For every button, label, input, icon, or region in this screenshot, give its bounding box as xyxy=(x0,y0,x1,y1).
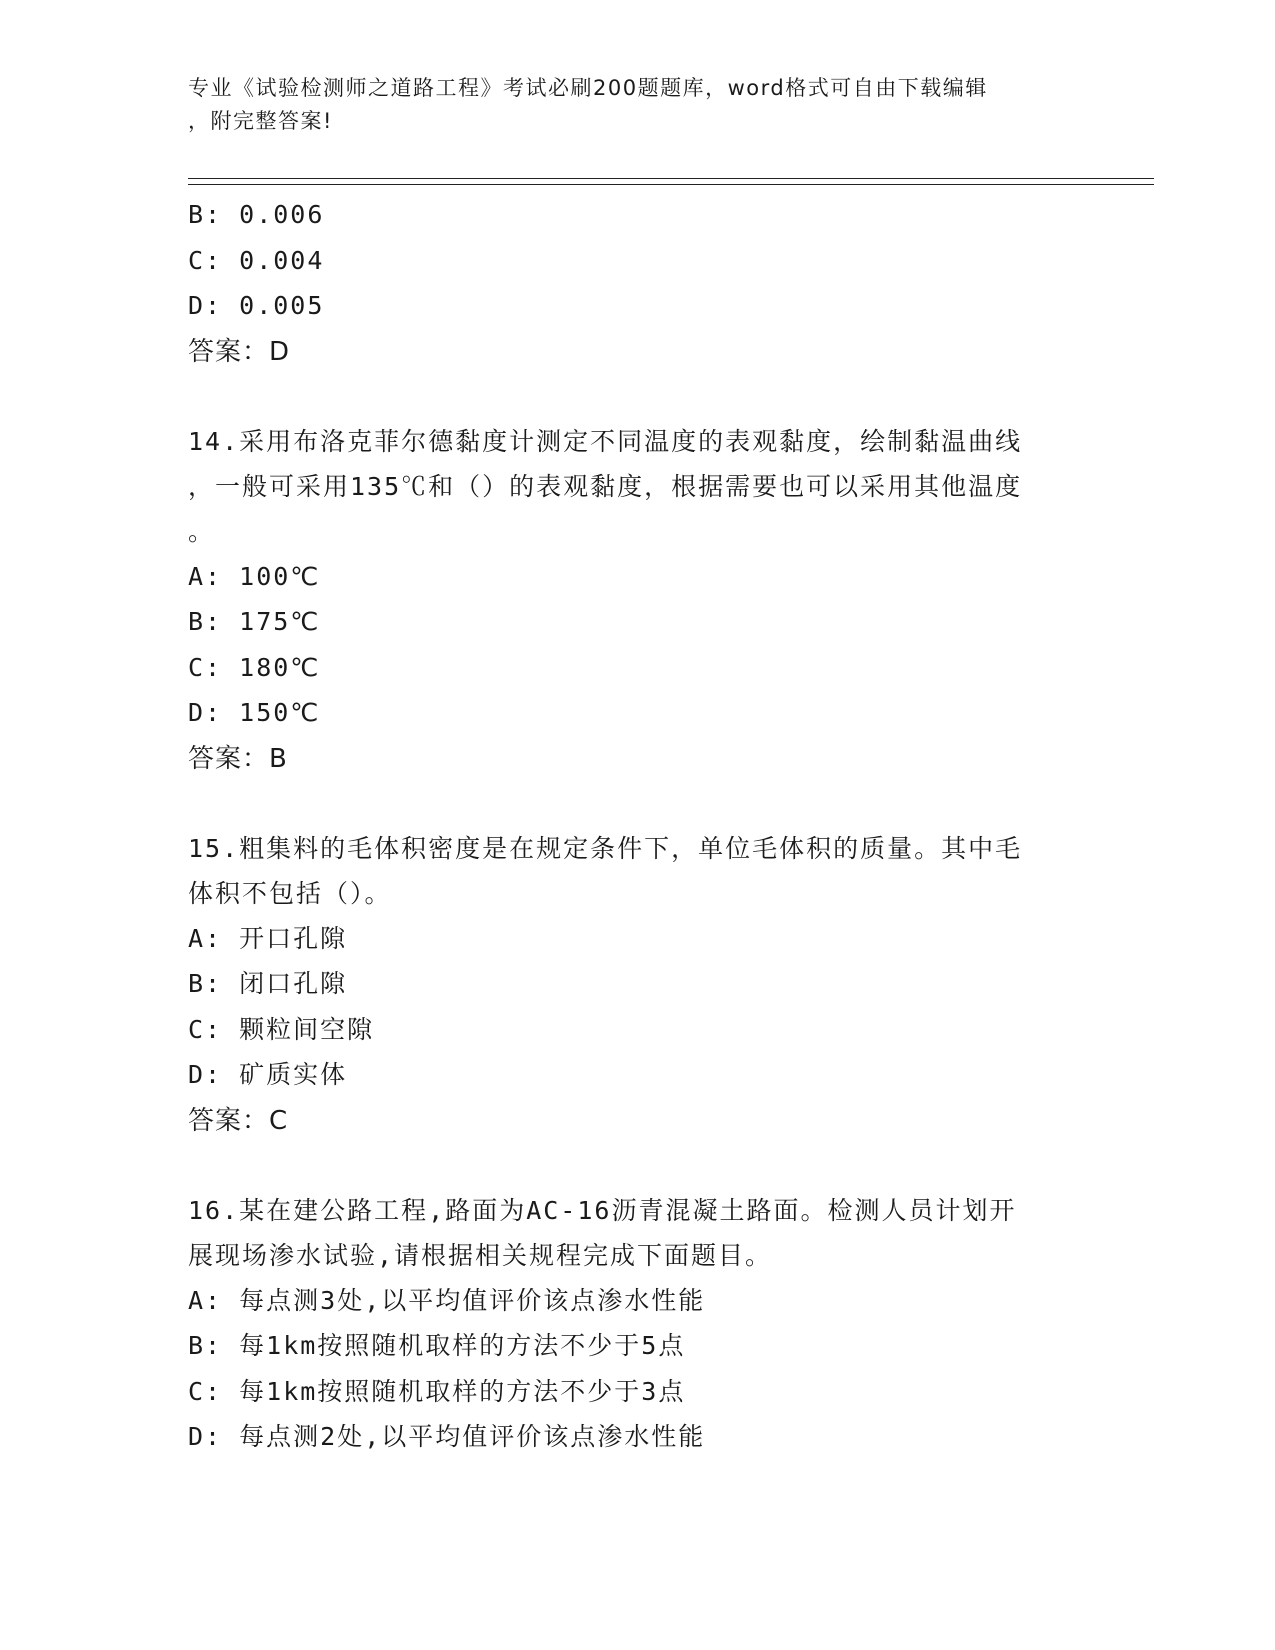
question-stem-line: 16.某在建公路工程,路面为AC-16沥青混凝土路面。检测人员计划开 xyxy=(188,1195,1017,1225)
option-d: D: 0.005 xyxy=(188,291,325,320)
option-a: A: 每点测3处,以平均值评价该点渗水性能 xyxy=(188,1285,706,1315)
option-d: D: 矿质实体 xyxy=(188,1060,348,1089)
question-stem-line: 15.粗集料的毛体积密度是在规定条件下，单位毛体积的质量。其中毛 xyxy=(188,833,1023,863)
option-d: D: 每点测2处,以平均值评价该点渗水性能 xyxy=(188,1422,706,1451)
option-c: C: 颗粒间空隙 xyxy=(188,1014,375,1044)
question-stem-line: 。 xyxy=(188,516,216,546)
option-a: A: 开口孔隙 xyxy=(188,923,348,953)
question-15 xyxy=(188,826,1088,1144)
option-a: A: 100℃ xyxy=(188,561,321,591)
answer-line: 答案：D xyxy=(188,336,291,367)
question-stem-line: ，一般可采用135℃和（）的表观黏度，根据需要也可以采用其他温度 xyxy=(188,471,1023,501)
question-stem-line: 体积不包括（）。 xyxy=(188,878,392,908)
question-stem-line: 展现场渗水试验,请根据相关规程完成下面题目。 xyxy=(188,1240,773,1270)
answer-line: 答案：B xyxy=(188,743,288,774)
spacer xyxy=(188,375,1088,419)
question-16 xyxy=(188,1188,1088,1460)
spacer xyxy=(188,1144,1088,1188)
question-14 xyxy=(188,419,1088,782)
option-b: B: 0.006 xyxy=(188,200,325,229)
header-divider xyxy=(188,178,1154,185)
option-d: D: 150℃ xyxy=(188,698,321,727)
answer-line: 答案：C xyxy=(188,1105,289,1136)
page-header xyxy=(188,72,1088,138)
question-stem-line: 14.采用布洛克菲尔德黏度计测定不同温度的表观黏度，绘制黏温曲线 xyxy=(188,426,1023,456)
option-b: B: 闭口孔隙 xyxy=(188,969,348,998)
header-title-line-1: 专业《试验检测师之道路工程》考试必刷200题题库，word格式可自由下载编辑 xyxy=(188,76,988,100)
spacer xyxy=(188,782,1088,826)
option-c: C: 0.004 xyxy=(188,245,325,275)
header-title-line-2: ，附完整答案! xyxy=(188,109,333,133)
option-c: C: 每1km按照随机取样的方法不少于3点 xyxy=(188,1376,686,1406)
question-content xyxy=(188,192,1088,1460)
question-13-tail xyxy=(188,192,1088,375)
option-c: C: 180℃ xyxy=(188,652,321,682)
option-b: B: 175℃ xyxy=(188,607,321,636)
option-b: B: 每1km按照随机取样的方法不少于5点 xyxy=(188,1331,686,1360)
